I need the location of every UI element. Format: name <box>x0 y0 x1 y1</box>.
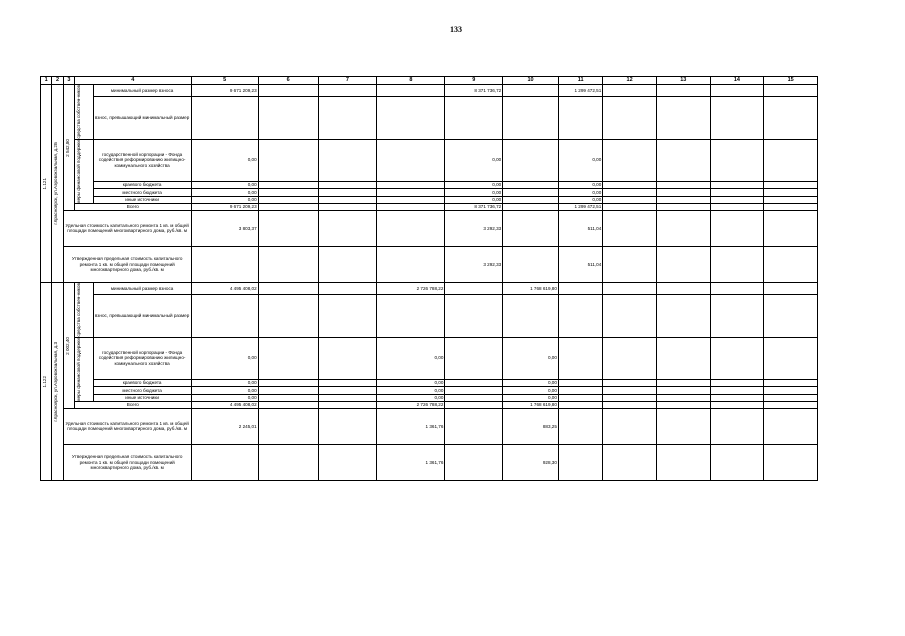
cell-other-c14 <box>710 196 764 203</box>
cell-unit_cost-c11 <box>558 408 602 444</box>
label-total: Всего <box>75 204 192 211</box>
cell-total-c11: 1 299 472,51 <box>558 204 602 211</box>
table-row <box>41 295 818 337</box>
cell-unit_cost-c8 <box>377 210 445 246</box>
cell-over_min-c8 <box>377 97 445 139</box>
cell-local-c13 <box>656 387 710 394</box>
cell-max_cost-c11 <box>558 444 602 480</box>
cell-local-c5: 0,00 <box>191 387 258 394</box>
col-header: 4 <box>75 77 192 85</box>
cell-total-c10: 1 768 619,80 <box>503 402 559 409</box>
cell-local-c5: 0,00 <box>191 189 258 196</box>
cell-min_fee-c14 <box>710 85 764 97</box>
cell-state_corp-c9: 0,00 <box>445 139 503 181</box>
group-own-funds <box>75 85 94 140</box>
cell-state_corp-c5: 0,00 <box>191 139 258 181</box>
cell-min_fee-c5: 4 495 408,02 <box>191 282 258 294</box>
table-row <box>41 282 818 294</box>
header-row <box>41 77 818 85</box>
label-state-corp: государственной корпорации - Фонда содействия реформированию жилищно-коммунального хозяйства <box>93 139 191 181</box>
cell-local-c15 <box>764 189 818 196</box>
cell-other-c8 <box>377 196 445 203</box>
cell-total-c7 <box>318 402 377 409</box>
cell-regional-c11: 0,00 <box>558 181 602 188</box>
cell-min_fee-c13 <box>656 282 710 294</box>
cell-over_min-c13 <box>656 295 710 337</box>
cell-over_min-c7 <box>318 295 377 337</box>
table-row <box>41 402 818 409</box>
cell-regional-c6 <box>258 181 318 188</box>
cell-local-c10 <box>503 189 559 196</box>
label-local: местного бюджета <box>93 387 191 394</box>
cell-unit_cost-c7 <box>318 408 377 444</box>
cell-state_corp-c13 <box>656 139 710 181</box>
table-row <box>41 210 818 246</box>
cell-min_fee-c7 <box>318 85 377 97</box>
block-address-text: г.Красноярск, ул.Аэровокзальная, д.3 <box>53 341 59 422</box>
cell-regional-c15 <box>764 379 818 386</box>
cell-min_fee-c9 <box>445 282 503 294</box>
cell-local-c8 <box>377 189 445 196</box>
cell-state_corp-c14 <box>710 337 764 379</box>
cell-regional-c7 <box>318 181 377 188</box>
cell-min_fee-c10 <box>503 85 559 97</box>
table-row <box>41 394 818 401</box>
cell-other-c5: 0,00 <box>191 394 258 401</box>
block-number-text: 1.121 <box>42 177 47 190</box>
table-row <box>41 189 818 196</box>
cell-regional-c11 <box>558 379 602 386</box>
cell-state_corp-c7 <box>318 139 377 181</box>
cell-total-c13 <box>656 204 710 211</box>
cell-other-c15 <box>764 394 818 401</box>
cell-total-c5: 4 495 408,02 <box>191 402 258 409</box>
cell-unit_cost-c11: 511,04 <box>558 210 602 246</box>
label-over-min: взнос, превышающий минимальный размер <box>93 97 191 139</box>
cell-over_min-c5 <box>191 295 258 337</box>
cell-other-c14 <box>710 394 764 401</box>
cell-max_cost-c14 <box>710 444 764 480</box>
cell-unit_cost-c6 <box>258 408 318 444</box>
label-other: иные источники <box>93 394 191 401</box>
cell-state_corp-c10: 0,00 <box>503 337 559 379</box>
cell-min_fee-c11: 1 299 472,51 <box>558 85 602 97</box>
table-row <box>41 246 818 282</box>
cell-regional-c7 <box>318 379 377 386</box>
cell-local-c15 <box>764 387 818 394</box>
cell-local-c7 <box>318 189 377 196</box>
cell-min_fee-c15 <box>764 282 818 294</box>
col-header: 11 <box>558 77 602 85</box>
cell-max_cost-c15 <box>764 246 818 282</box>
cell-min_fee-c12 <box>603 282 657 294</box>
cell-unit_cost-c14 <box>710 408 764 444</box>
cell-max_cost-c8 <box>377 246 445 282</box>
label-min-fee: минимальный размер взноса <box>93 85 191 97</box>
table-row <box>41 85 818 97</box>
cell-state_corp-c7 <box>318 337 377 379</box>
cell-total-c11 <box>558 402 602 409</box>
cell-state_corp-c5: 0,00 <box>191 337 258 379</box>
cell-total-c12 <box>603 402 657 409</box>
cell-total-c14 <box>710 204 764 211</box>
cell-min_fee-c10: 1 768 619,80 <box>503 282 559 294</box>
cell-unit_cost-c6 <box>258 210 318 246</box>
table-row <box>41 97 818 139</box>
cell-max_cost-c7 <box>318 444 377 480</box>
group-own-funds <box>75 282 94 337</box>
cell-regional-c14 <box>710 379 764 386</box>
cell-other-c11 <box>558 394 602 401</box>
col-header: 14 <box>710 77 764 85</box>
label-unit-cost: Удельная стоимость капитального ремонта 1 кв. м общей площади помещений многоквартирного дома, руб./кв. м <box>63 408 191 444</box>
block-number <box>41 85 52 283</box>
cell-state_corp-c8 <box>377 139 445 181</box>
cell-min_fee-c11 <box>558 282 602 294</box>
cell-total-c9: 8 371 736,72 <box>445 204 503 211</box>
cell-min_fee-c8 <box>377 85 445 97</box>
cell-over_min-c10 <box>503 295 559 337</box>
cell-regional-c5: 0,00 <box>191 379 258 386</box>
cell-max_cost-c15 <box>764 444 818 480</box>
cell-unit_cost-c8: 1 361,76 <box>377 408 445 444</box>
cell-regional-c9 <box>445 379 503 386</box>
cell-unit_cost-c15 <box>764 408 818 444</box>
label-min-fee: минимальный размер взноса <box>93 282 191 294</box>
block-area <box>63 282 74 408</box>
col-header: 8 <box>377 77 445 85</box>
cell-local-c9 <box>445 387 503 394</box>
cell-state_corp-c15 <box>764 337 818 379</box>
label-over-min: взнос, превышающий минимальный размер <box>93 295 191 337</box>
cell-unit_cost-c12 <box>603 210 657 246</box>
cell-max_cost-c7 <box>318 246 377 282</box>
label-regional: краевого бюджета <box>93 379 191 386</box>
label-regional: краевого бюджета <box>93 181 191 188</box>
cell-regional-c13 <box>656 181 710 188</box>
cell-regional-c8: 0,00 <box>377 379 445 386</box>
cell-state_corp-c6 <box>258 337 318 379</box>
col-header: 2 <box>52 77 63 85</box>
cell-unit_cost-c13 <box>656 408 710 444</box>
cell-unit_cost-c15 <box>764 210 818 246</box>
cell-total-c8 <box>377 204 445 211</box>
table-row <box>41 337 818 379</box>
cell-local-c11 <box>558 387 602 394</box>
cell-other-c13 <box>656 394 710 401</box>
cell-total-c5: 9 671 209,23 <box>191 204 258 211</box>
cell-max_cost-c5 <box>191 444 258 480</box>
block-area-text: 2 542,80 <box>64 138 70 157</box>
col-header: 7 <box>318 77 377 85</box>
page-number: 133 <box>450 25 462 34</box>
cell-total-c15 <box>764 402 818 409</box>
cell-max_cost-c10: 928,30 <box>503 444 559 480</box>
cell-other-c12 <box>603 394 657 401</box>
label-max-cost: Утвержденная предельная стоимость капитального ремонта 1 кв. м общей площади помещений многоквартирного дома, руб./кв. м <box>63 246 191 282</box>
cell-max_cost-c12 <box>603 444 657 480</box>
table-row <box>41 387 818 394</box>
table-row <box>41 408 818 444</box>
cell-min_fee-c5: 9 671 209,23 <box>191 85 258 97</box>
col-header: 12 <box>603 77 657 85</box>
cell-state_corp-c14 <box>710 139 764 181</box>
cell-unit_cost-c14 <box>710 210 764 246</box>
cell-local-c10: 0,00 <box>503 387 559 394</box>
cell-max_cost-c13 <box>656 444 710 480</box>
block-address <box>52 85 63 283</box>
cell-local-c14 <box>710 189 764 196</box>
col-header: 1 <box>41 77 52 85</box>
group-own-funds-text: средства собствен-ников <box>76 282 82 337</box>
cell-other-c5: 0,00 <box>191 196 258 203</box>
cell-other-c10: 0,00 <box>503 394 559 401</box>
col-header: 10 <box>503 77 559 85</box>
cell-max_cost-c11: 511,04 <box>558 246 602 282</box>
cell-over_min-c8 <box>377 295 445 337</box>
label-other: иные источники <box>93 196 191 203</box>
cell-unit_cost-c7 <box>318 210 377 246</box>
cell-min_fee-c14 <box>710 282 764 294</box>
cell-over_min-c9 <box>445 295 503 337</box>
label-local: местного бюджета <box>93 189 191 196</box>
cell-state_corp-c6 <box>258 139 318 181</box>
cell-min_fee-c15 <box>764 85 818 97</box>
cell-state_corp-c12 <box>603 337 657 379</box>
cell-over_min-c5 <box>191 97 258 139</box>
cell-local-c12 <box>603 387 657 394</box>
group-support-text: меры финансовой поддержки <box>76 337 82 402</box>
block-number <box>41 282 52 480</box>
cell-max_cost-c9 <box>445 444 503 480</box>
cell-min_fee-c9: 8 371 736,72 <box>445 85 503 97</box>
cell-unit_cost-c10: 883,25 <box>503 408 559 444</box>
col-header: 9 <box>445 77 503 85</box>
group-support-text: меры финансовой поддержки <box>76 139 82 204</box>
cell-max_cost-c13 <box>656 246 710 282</box>
cell-other-c7 <box>318 196 377 203</box>
cell-state_corp-c8: 0,00 <box>377 337 445 379</box>
cell-other-c11: 0,00 <box>558 196 602 203</box>
cell-local-c14 <box>710 387 764 394</box>
cell-state_corp-c11 <box>558 337 602 379</box>
cell-unit_cost-c12 <box>603 408 657 444</box>
block-number-text: 1.122 <box>42 375 47 388</box>
table-row <box>41 196 818 203</box>
block-address-text: г.Красноярск, ул.Аэровокзальная, д.2Б <box>53 142 59 225</box>
cell-local-c7 <box>318 387 377 394</box>
cell-max_cost-c10 <box>503 246 559 282</box>
cell-state_corp-c10 <box>503 139 559 181</box>
cell-regional-c10 <box>503 181 559 188</box>
cell-other-c10 <box>503 196 559 203</box>
cell-regional-c15 <box>764 181 818 188</box>
cell-over_min-c13 <box>656 97 710 139</box>
label-state-corp: государственной корпорации - Фонда содействия реформированию жилищно-коммунального хозяйства <box>93 337 191 379</box>
cell-unit_cost-c9: 3 292,33 <box>445 210 503 246</box>
cell-local-c6 <box>258 189 318 196</box>
cell-unit_cost-c10 <box>503 210 559 246</box>
cell-local-c12 <box>603 189 657 196</box>
label-max-cost: Утвержденная предельная стоимость капитального ремонта 1 кв. м общей площади помещений многоквартирного дома, руб./кв. м <box>63 444 191 480</box>
cell-total-c9 <box>445 402 503 409</box>
cell-state_corp-c15 <box>764 139 818 181</box>
cell-over_min-c14 <box>710 97 764 139</box>
cell-regional-c6 <box>258 379 318 386</box>
cell-other-c13 <box>656 196 710 203</box>
cell-state_corp-c13 <box>656 337 710 379</box>
cell-regional-c8 <box>377 181 445 188</box>
label-unit-cost: Удельная стоимость капитального ремонта 1 кв. м общей площади помещений многоквартирного дома, руб./кв. м <box>63 210 191 246</box>
cell-regional-c13 <box>656 379 710 386</box>
col-header: 5 <box>191 77 258 85</box>
cell-total-c8: 2 726 788,22 <box>377 402 445 409</box>
cell-regional-c9: 0,00 <box>445 181 503 188</box>
cell-min_fee-c7 <box>318 282 377 294</box>
cell-other-c12 <box>603 196 657 203</box>
cell-over_min-c10 <box>503 97 559 139</box>
cell-state_corp-c12 <box>603 139 657 181</box>
cell-other-c9: 0,00 <box>445 196 503 203</box>
cell-over_min-c15 <box>764 97 818 139</box>
cell-max_cost-c5 <box>191 246 258 282</box>
cell-other-c6 <box>258 196 318 203</box>
capital-repair-table <box>40 76 818 481</box>
cell-total-c10 <box>503 204 559 211</box>
cell-over_min-c6 <box>258 97 318 139</box>
col-header: 15 <box>764 77 818 85</box>
cell-max_cost-c6 <box>258 246 318 282</box>
cell-over_min-c15 <box>764 295 818 337</box>
cell-max_cost-c8: 1 361,76 <box>377 444 445 480</box>
cell-other-c7 <box>318 394 377 401</box>
cell-other-c8: 0,00 <box>377 394 445 401</box>
cell-total-c6 <box>258 402 318 409</box>
cell-total-c7 <box>318 204 377 211</box>
cell-state_corp-c9 <box>445 337 503 379</box>
cell-local-c11: 0,00 <box>558 189 602 196</box>
cell-total-c6 <box>258 204 318 211</box>
cell-unit_cost-c9 <box>445 408 503 444</box>
cell-over_min-c7 <box>318 97 377 139</box>
cell-max_cost-c12 <box>603 246 657 282</box>
cell-min_fee-c8: 2 726 788,22 <box>377 282 445 294</box>
cell-other-c9 <box>445 394 503 401</box>
cell-unit_cost-c13 <box>656 210 710 246</box>
cell-over_min-c6 <box>258 295 318 337</box>
block-area <box>63 85 74 211</box>
cell-over_min-c11 <box>558 295 602 337</box>
cell-min_fee-c12 <box>603 85 657 97</box>
cell-max_cost-c14 <box>710 246 764 282</box>
cell-regional-c12 <box>603 181 657 188</box>
cell-regional-c10: 0,00 <box>503 379 559 386</box>
cell-total-c12 <box>603 204 657 211</box>
cell-regional-c14 <box>710 181 764 188</box>
table-row <box>41 444 818 480</box>
cell-local-c6 <box>258 387 318 394</box>
table-row <box>41 181 818 188</box>
group-own-funds-text: средства собствен-ников <box>76 85 82 139</box>
table-row <box>41 379 818 386</box>
cell-unit_cost-c5: 3 803,37 <box>191 210 258 246</box>
cell-min_fee-c13 <box>656 85 710 97</box>
cell-over_min-c9 <box>445 97 503 139</box>
cell-state_corp-c11: 0,00 <box>558 139 602 181</box>
col-header: 13 <box>656 77 710 85</box>
label-total: Всего <box>75 402 192 409</box>
block-address <box>52 282 63 480</box>
cell-total-c15 <box>764 204 818 211</box>
col-header: 6 <box>258 77 318 85</box>
cell-local-c9: 0,00 <box>445 189 503 196</box>
cell-local-c8: 0,00 <box>377 387 445 394</box>
cell-max_cost-c6 <box>258 444 318 480</box>
cell-total-c13 <box>656 402 710 409</box>
table-row <box>41 139 818 181</box>
cell-over_min-c12 <box>603 295 657 337</box>
cell-min_fee-c6 <box>258 85 318 97</box>
cell-regional-c12 <box>603 379 657 386</box>
cell-unit_cost-c5: 2 245,01 <box>191 408 258 444</box>
group-support <box>75 139 94 204</box>
cell-other-c6 <box>258 394 318 401</box>
cell-local-c13 <box>656 189 710 196</box>
cell-max_cost-c9: 3 292,33 <box>445 246 503 282</box>
table-row <box>41 204 818 211</box>
group-support <box>75 337 94 402</box>
cell-over_min-c14 <box>710 295 764 337</box>
cell-total-c14 <box>710 402 764 409</box>
col-header: 3 <box>63 77 74 85</box>
cell-min_fee-c6 <box>258 282 318 294</box>
cell-over_min-c11 <box>558 97 602 139</box>
cell-regional-c5: 0,00 <box>191 181 258 188</box>
cell-over_min-c12 <box>603 97 657 139</box>
cell-other-c15 <box>764 196 818 203</box>
block-area-text: 2 002,40 <box>64 336 70 355</box>
